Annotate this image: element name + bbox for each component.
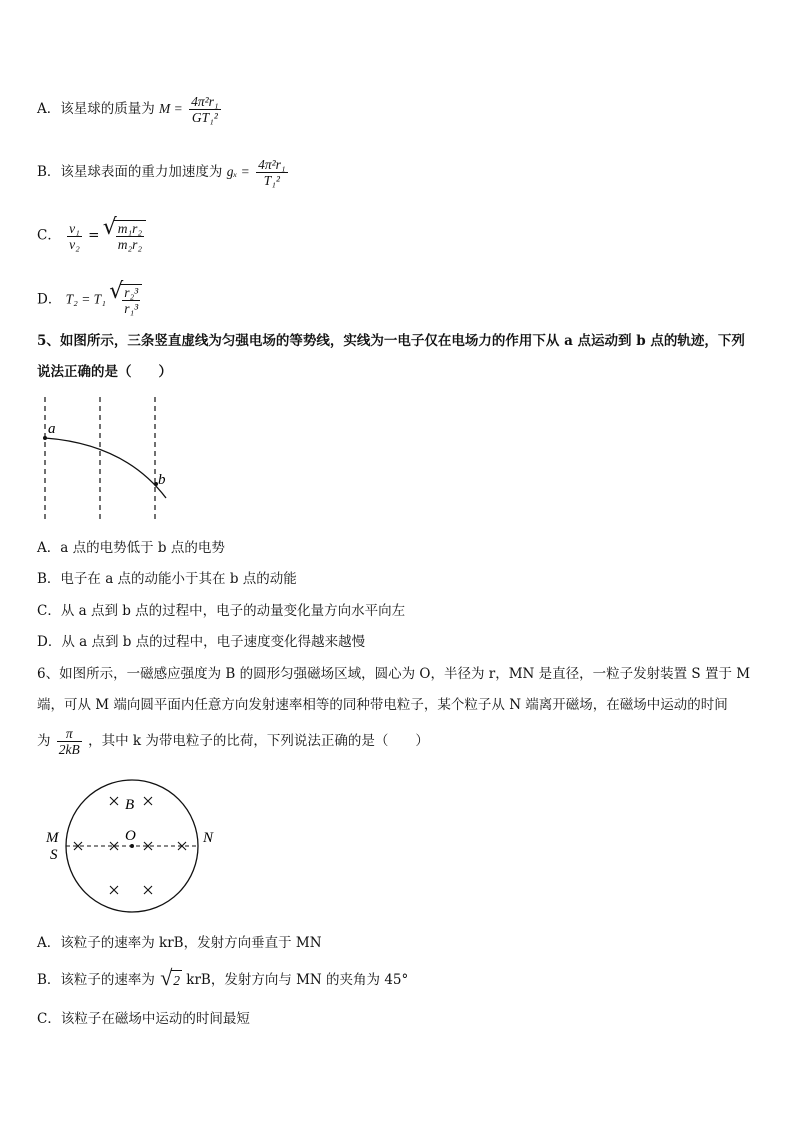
q4-option-c-sqrt bbox=[114, 220, 146, 252]
q4-option-c-sqrt-denominator: m₂r₂ bbox=[117, 237, 143, 252]
q4-option-b-denominator: T₁² bbox=[263, 173, 280, 188]
q5-stem-line-2: 说法正确的是（ ） bbox=[37, 364, 172, 380]
q6-option-b-post: krB，发射方向与 MN 的夹角为 45° bbox=[186, 972, 409, 988]
q6-option-c: C．该粒子在磁场中运动的时间最短 bbox=[37, 1011, 250, 1027]
q4-option-d-label: D． bbox=[37, 291, 62, 308]
q4-option-b-numerator: 4π²r₁ bbox=[258, 157, 286, 172]
q4-option-c-fraction bbox=[67, 221, 82, 252]
q5-point-b-label: b bbox=[158, 472, 166, 488]
q4-option-d-sqrt-fraction bbox=[122, 285, 140, 316]
q6-magnetic-field-diagram bbox=[40, 776, 230, 922]
q4-option-a bbox=[37, 94, 223, 125]
q6-option-b bbox=[37, 970, 408, 991]
q6-stem-line-3-post: ，其中 k 为带电粒子的比荷，下列说法正确的是（ ） bbox=[88, 733, 429, 749]
q4-option-a-numerator: 4π²r₁ bbox=[191, 94, 219, 109]
q4-option-b-formula: gₓ = bbox=[226, 164, 250, 179]
q6-option-b-sqrt bbox=[171, 970, 182, 991]
q5-option-a: A．a 点的电势低于 b 点的电势 bbox=[37, 540, 225, 556]
q5-option-c: C．从 a 点到 b 点的过程中，电子的动量变化量方向水平向左 bbox=[37, 603, 406, 619]
q6-label-m: M bbox=[46, 830, 59, 846]
q4-option-d-sqrt-numerator: √ r₂³ bbox=[124, 285, 139, 300]
q6-time-fraction bbox=[57, 726, 82, 757]
q4-option-b bbox=[37, 157, 290, 188]
q6-time-denominator: 2kB bbox=[58, 742, 80, 757]
q6-cross-mark bbox=[144, 886, 152, 894]
q6-center-o-dot bbox=[130, 844, 134, 848]
q6-stem-line-1: 6、如图所示，一磁感应强度为 B 的圆形匀强磁场区域，圆心为 O，半径为 r，MN 是直径，一粒子发射装置 S 置于 M bbox=[37, 666, 751, 682]
q5-point-a-dot bbox=[43, 436, 47, 440]
q4-option-d-sqrt-denominator: r₁³ bbox=[124, 301, 139, 316]
q6-label-s: S bbox=[50, 847, 58, 863]
q6-label-o: O bbox=[125, 828, 136, 844]
q5-electron-trajectory bbox=[45, 438, 166, 498]
q6-stem-line-3-pre: 为 bbox=[37, 733, 51, 749]
q6-label-n: N bbox=[203, 830, 214, 846]
q5-option-d: D．从 a 点到 b 点的过程中，电子速度变化得越来越慢 bbox=[37, 634, 366, 650]
q4-option-c-sqrt-fraction bbox=[116, 221, 144, 252]
q5-stem-line-1: 5、如图所示，三条竖直虚线为匀强电场的等势线，实线为一电子仅在电场力的作用下从 a 点运动到 b 点的轨迹，下列 bbox=[37, 333, 745, 349]
q6-option-b-sqrt-value: 2 bbox=[173, 973, 180, 988]
q4-option-b-text: B．该星球表面的重力加速度为 bbox=[37, 164, 223, 180]
q5-option-b: B．电子在 a 点的动能小于其在 b 点的动能 bbox=[37, 571, 297, 587]
q6-cross-mark bbox=[110, 886, 118, 894]
q6-option-b-pre: B．该粒子的速率为 bbox=[37, 972, 155, 988]
q4-option-c-numerator: v₁ bbox=[69, 220, 80, 236]
q6-label-b: B bbox=[125, 797, 135, 813]
q4-option-d-sqrt bbox=[120, 284, 142, 316]
q4-option-c-denominator: v₂ bbox=[69, 236, 80, 252]
q4-option-c-label: C． bbox=[37, 227, 61, 244]
q4-option-b-fraction bbox=[256, 157, 288, 188]
q6-time-numerator: π bbox=[57, 726, 82, 742]
q4-option-a-denominator: GT₁² bbox=[191, 110, 218, 125]
q6-cross-mark bbox=[110, 797, 118, 805]
q4-option-a-fraction bbox=[189, 94, 221, 125]
q5-electric-field-diagram bbox=[30, 392, 180, 527]
q4-option-a-formula: M = bbox=[159, 101, 183, 116]
q4-option-c bbox=[37, 220, 146, 252]
q6-stem-line-3 bbox=[37, 726, 429, 757]
q4-option-a-text: A．该星球的质量为 bbox=[37, 101, 155, 117]
q4-option-d-formula: T₂ = T₁ bbox=[65, 291, 106, 307]
q4-option-d bbox=[37, 284, 142, 316]
q6-cross-mark bbox=[144, 797, 152, 805]
q4-option-c-sqrt-numerator: √ m₁r₂ bbox=[117, 221, 143, 236]
q6-option-a: A．该粒子的速率为 krB，发射方向垂直于 MN bbox=[37, 935, 322, 951]
q6-stem-line-2: 端，可从 M 端向圆平面内任意方向发射速率相等的同种带电粒子，某个粒子从 N 端离开磁场，在磁场中运动的时间 bbox=[37, 697, 728, 713]
q4-option-c-equals: = bbox=[88, 227, 100, 244]
q5-point-a-label: a bbox=[48, 421, 56, 437]
